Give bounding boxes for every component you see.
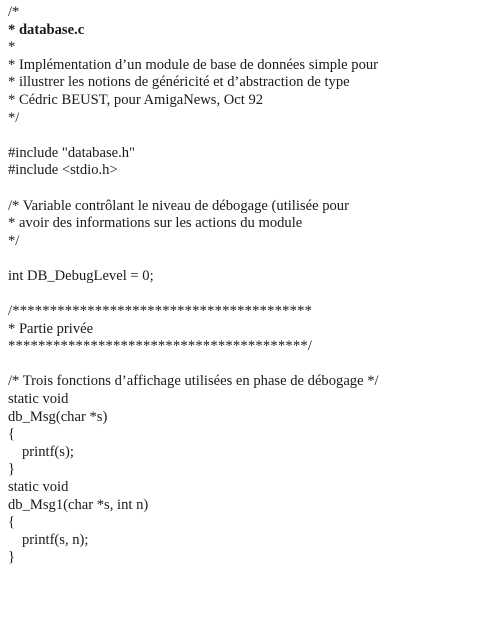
- function-signature: db_Msg(char *s): [8, 408, 108, 425]
- banner-top: /****************************************: [8, 303, 313, 320]
- comment-close: */: [8, 109, 20, 126]
- debug-comment-line: /* Variable contrôlant le niveau de débogage (utilisée pour: [8, 197, 349, 214]
- functions-comment: /* Trois fonctions d’affichage utilisées en phase de débogage */: [8, 373, 379, 390]
- blank-line: [8, 356, 478, 374]
- function-signature: db_Msg1(char *s, int n): [8, 496, 149, 513]
- function-return-type: static void: [8, 479, 69, 496]
- comment-star: *: [8, 39, 16, 56]
- function-body: printf(s, n);: [22, 531, 89, 548]
- banner-bottom: ****************************************/: [8, 338, 313, 355]
- comment-open: /*: [8, 4, 20, 20]
- author-line: * Cédric BEUST, pour AmigaNews, Oct 92: [8, 91, 264, 108]
- section-label: * Partie privée: [8, 320, 94, 337]
- function-return-type: static void: [8, 391, 69, 408]
- include-line: #include "database.h": [8, 144, 135, 161]
- brace-close: }: [8, 549, 16, 566]
- file-title: * database.c: [8, 21, 85, 38]
- brace-open: {: [8, 426, 16, 443]
- debug-comment-line: * avoir des informations sur les actions du module: [8, 215, 303, 232]
- variable-declaration: int DB_DebugLevel = 0;: [8, 267, 154, 284]
- blank-line: [8, 286, 478, 304]
- description-line: * Implémentation d’un module de base de données simple pour: [8, 56, 379, 73]
- brace-open: {: [8, 514, 16, 531]
- blank-line: [8, 127, 478, 145]
- blank-line: [8, 180, 478, 198]
- brace-close: }: [8, 461, 16, 478]
- comment-close: */: [8, 232, 20, 249]
- description-line: * illustrer les notions de généricité et d’abstraction de type: [8, 74, 350, 91]
- blank-line: [8, 250, 478, 268]
- include-line: #include <stdio.h>: [8, 162, 118, 179]
- function-body: printf(s);: [22, 443, 74, 460]
- source-code-listing: [8, 4, 478, 567]
